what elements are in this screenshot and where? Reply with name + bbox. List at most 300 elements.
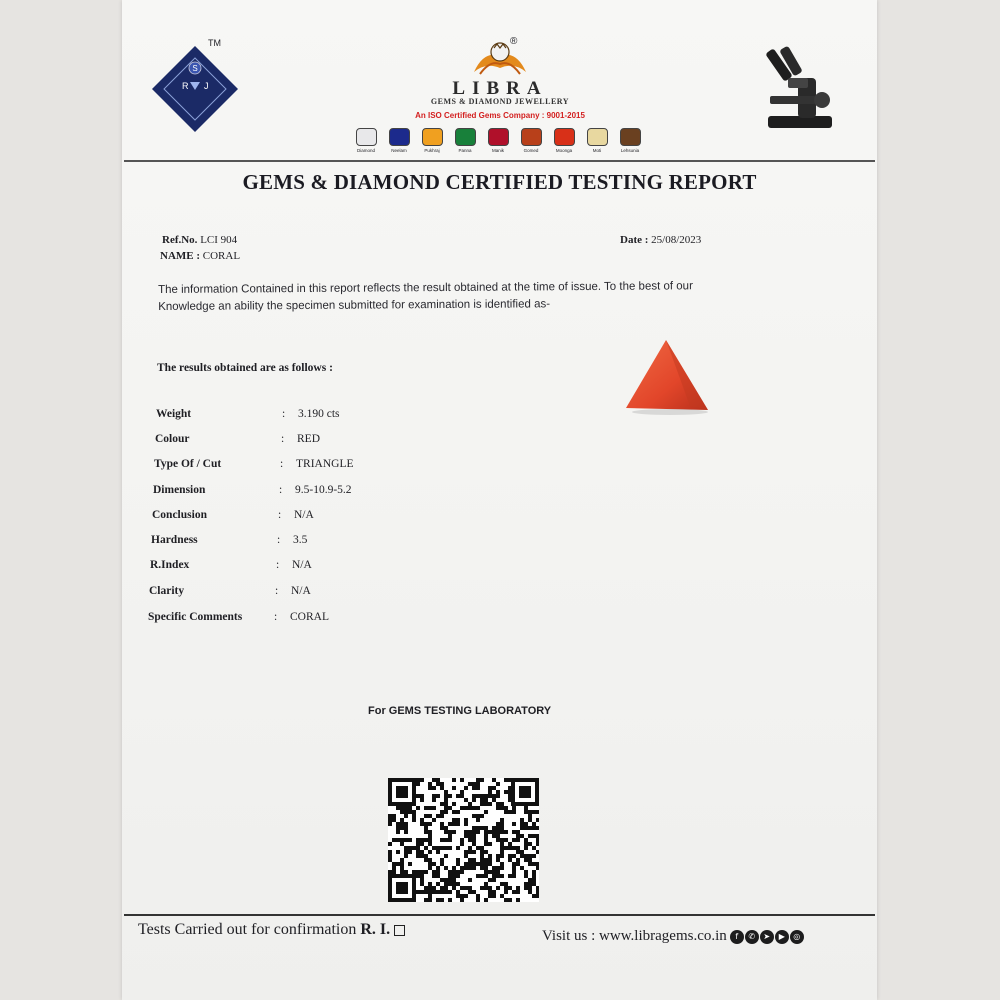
- qr-module: [436, 846, 440, 850]
- qr-module: [404, 870, 408, 874]
- qr-module: [484, 898, 488, 902]
- qr-module: [416, 846, 420, 850]
- qr-module: [492, 798, 496, 802]
- qr-module: [472, 842, 476, 846]
- qr-module: [468, 806, 472, 810]
- qr-module: [492, 866, 496, 870]
- qr-module: [472, 858, 476, 862]
- gem-swatch: [451, 128, 479, 160]
- qr-module: [536, 850, 539, 854]
- qr-module: [532, 846, 536, 850]
- qr-module: [516, 846, 520, 850]
- qr-module: [520, 854, 524, 858]
- qr-module: [396, 850, 400, 854]
- qr-module: [496, 802, 500, 806]
- spec-separator: :: [279, 484, 283, 496]
- qr-module: [532, 882, 536, 886]
- qr-module: [464, 822, 468, 826]
- qr-module: [444, 826, 448, 830]
- qr-module: [436, 814, 440, 818]
- qr-module: [396, 786, 408, 798]
- gem-swatch: [352, 128, 380, 160]
- qr-module: [504, 882, 508, 886]
- qr-module: [428, 782, 432, 786]
- qr-module: [464, 806, 468, 810]
- qr-module: [516, 850, 520, 854]
- qr-module: [388, 814, 392, 818]
- qr-module: [388, 854, 392, 858]
- qr-module: [420, 822, 424, 826]
- qr-module: [496, 866, 500, 870]
- spec-key: Specific Comments: [148, 611, 243, 623]
- qr-module: [420, 854, 424, 858]
- qr-module: [476, 826, 480, 830]
- gem-icon: [488, 128, 509, 146]
- qr-module: [392, 870, 396, 874]
- qr-module: [416, 874, 420, 878]
- intro-line-1: The information Contained in this report reflects the result obtained at the time of issue. To the best of our: [158, 280, 693, 296]
- qr-module: [472, 826, 476, 830]
- qr-module: [440, 810, 444, 814]
- qr-module: [496, 858, 500, 862]
- qr-module: [528, 862, 532, 866]
- qr-module: [464, 894, 468, 898]
- qr-module: [488, 862, 492, 866]
- qr-module: [536, 810, 539, 814]
- gem-icon: [356, 128, 377, 146]
- spec-value: 9.5-10.9-5.2: [295, 484, 352, 496]
- qr-module: [512, 822, 516, 826]
- qr-module: [532, 822, 536, 826]
- spec-key: Type Of / Cut: [154, 458, 222, 470]
- qr-module: [480, 854, 484, 858]
- intro-line-2: Knowledge an ability the specimen submitted for examination is identified as-: [158, 298, 551, 313]
- qr-module: [436, 898, 440, 902]
- qr-module: [524, 874, 528, 878]
- qr-module: [484, 882, 488, 886]
- qr-module: [404, 850, 408, 854]
- qr-module: [536, 862, 539, 866]
- gem-icon: [554, 128, 575, 146]
- qr-module: [424, 870, 428, 874]
- qr-module: [428, 890, 432, 894]
- qr-module: [480, 826, 484, 830]
- qr-module: [472, 786, 476, 790]
- qr-module: [520, 818, 524, 822]
- qr-module: [392, 862, 396, 866]
- qr-module: [412, 810, 416, 814]
- qr-module: [484, 886, 488, 890]
- qr-module: [388, 850, 392, 854]
- qr-module: [512, 846, 516, 850]
- qr-module: [416, 778, 420, 782]
- qr-module: [496, 826, 500, 830]
- qr-module: [448, 838, 452, 842]
- qr-module: [500, 818, 504, 822]
- qr-module: [396, 806, 400, 810]
- qr-module: [476, 814, 480, 818]
- gem-label: Moti: [592, 148, 602, 153]
- qr-module: [440, 862, 444, 866]
- qr-module: [448, 806, 452, 810]
- qr-module: [500, 866, 504, 870]
- qr-module: [516, 890, 520, 894]
- qr-module: [440, 858, 444, 862]
- qr-module: [400, 822, 404, 826]
- qr-module: [508, 846, 512, 850]
- qr-module: [532, 870, 536, 874]
- qr-module: [456, 810, 460, 814]
- qr-module: [524, 822, 528, 826]
- qr-module: [408, 850, 412, 854]
- qr-module: [452, 874, 456, 878]
- qr-module: [500, 850, 504, 854]
- qr-module: [480, 778, 484, 782]
- youtube-icon[interactable]: ▶: [775, 930, 789, 944]
- spec-key: Weight: [156, 408, 192, 420]
- qr-module: [432, 890, 436, 894]
- qr-module: [456, 846, 460, 850]
- qr-module: [408, 846, 412, 850]
- qr-module: [408, 810, 412, 814]
- qr-module: [396, 822, 400, 826]
- qr-module: [444, 838, 448, 842]
- qr-module: [488, 790, 492, 794]
- qr-module: [432, 886, 436, 890]
- qr-module: [428, 834, 432, 838]
- qr-module: [436, 778, 440, 782]
- name-label: NAME :: [160, 250, 201, 262]
- qr-module: [484, 858, 488, 862]
- gem-label: Diamond: [356, 148, 375, 153]
- gem-swatch: [418, 128, 446, 160]
- qr-module: [452, 778, 456, 782]
- qr-module: [424, 898, 428, 902]
- qr-module: [416, 854, 420, 858]
- spec-key: Conclusion: [152, 509, 207, 521]
- qr-module: [388, 858, 392, 862]
- qr-module: [400, 870, 404, 874]
- qr-module: [528, 890, 532, 894]
- qr-module: [516, 862, 520, 866]
- qr-module: [452, 870, 456, 874]
- gem-swatch: [583, 128, 611, 160]
- qr-module: [492, 894, 496, 898]
- qr-module: [440, 838, 444, 842]
- qr-module: [524, 810, 528, 814]
- specimen-name: [160, 250, 240, 262]
- qr-module: [444, 806, 448, 810]
- qr-module: [460, 806, 464, 810]
- qr-module: [536, 838, 539, 842]
- qr-module: [448, 882, 452, 886]
- qr-module: [432, 846, 436, 850]
- results-heading: The results obtained are as follows :: [157, 362, 333, 374]
- qr-module: [444, 846, 448, 850]
- spec-separator: :: [282, 408, 286, 420]
- qr-module: [460, 794, 464, 798]
- qr-module: [428, 786, 432, 790]
- qr-module: [460, 842, 464, 846]
- name-value: CORAL: [202, 250, 241, 262]
- qr-module: [496, 822, 500, 826]
- gem-label: Moonga: [555, 148, 573, 153]
- spec-separator: :: [278, 509, 282, 521]
- qr-module: [400, 842, 404, 846]
- qr-module: [420, 818, 424, 822]
- spec-key: Dimension: [153, 484, 206, 496]
- qr-module: [392, 866, 396, 870]
- report-date: [620, 234, 701, 246]
- qr-module: [508, 898, 512, 902]
- qr-module: [420, 870, 424, 874]
- qr-module: [424, 890, 428, 894]
- qr-module: [484, 842, 488, 846]
- qr-module: [452, 822, 456, 826]
- whatsapp-icon[interactable]: ✆: [745, 930, 759, 944]
- qr-module: [400, 826, 404, 830]
- qr-module: [456, 822, 460, 826]
- qr-module: [500, 874, 504, 878]
- qr-module: [484, 834, 488, 838]
- qr-module: [424, 830, 428, 834]
- qr-module: [468, 886, 472, 890]
- qr-module: [484, 862, 488, 866]
- qr-module: [488, 894, 492, 898]
- spec-value: CORAL: [290, 611, 329, 623]
- qr-module: [444, 794, 448, 798]
- qr-module: [388, 822, 392, 826]
- qr-module: [476, 782, 480, 786]
- website-link[interactable]: Visit us : www.libragems.co.in: [542, 928, 727, 944]
- qr-module: [432, 778, 436, 782]
- gem-label: Pukhraj: [424, 148, 440, 153]
- qr-module: [448, 898, 452, 902]
- qr-module: [512, 830, 516, 834]
- qr-module: [472, 814, 476, 818]
- gem-icon: [620, 128, 641, 146]
- qr-module: [480, 814, 484, 818]
- qr-module: [444, 830, 448, 834]
- gem-swatch: [517, 128, 545, 160]
- qr-module: [448, 794, 452, 798]
- qr-module: [520, 866, 524, 870]
- qr-module: [532, 862, 536, 866]
- qr-module: [508, 842, 512, 846]
- qr-module: [420, 882, 424, 886]
- qr-module: [412, 870, 416, 874]
- gem-swatch: [385, 128, 413, 160]
- qr-module: [532, 874, 536, 878]
- gemstone-strip: [352, 128, 644, 160]
- qr-module: [476, 806, 480, 810]
- qr-module: [448, 870, 452, 874]
- qr-module: [388, 842, 392, 846]
- qr-module: [480, 846, 484, 850]
- spec-value: 3.5: [293, 534, 308, 546]
- qr-module: [468, 846, 472, 850]
- qr-module: [440, 782, 444, 786]
- qr-module: [432, 794, 436, 798]
- qr-module: [528, 882, 532, 886]
- tests-text: Tests Carried out for confirmation: [138, 921, 357, 938]
- spec-key: Colour: [155, 433, 190, 445]
- qr-module: [436, 794, 440, 798]
- qr-module: [412, 846, 416, 850]
- qr-module: [496, 790, 500, 794]
- gem-icon: [587, 128, 608, 146]
- ref-label: Ref.No.: [162, 234, 198, 246]
- qr-module: [500, 846, 504, 850]
- qr-module: [420, 842, 424, 846]
- qr-module: [500, 826, 504, 830]
- qr-module: [472, 838, 476, 842]
- gem-label: Manik: [491, 148, 504, 153]
- qr-module: [476, 846, 480, 850]
- qr-module: [400, 818, 404, 822]
- qr-module: [484, 826, 488, 830]
- qr-module: [520, 850, 524, 854]
- qr-module: [480, 874, 484, 878]
- qr-module: [528, 834, 532, 838]
- qr-module: [456, 890, 460, 894]
- qr-module: [500, 802, 504, 806]
- qr-module: [424, 838, 428, 842]
- qr-module: [492, 830, 496, 834]
- qr-module: [448, 878, 452, 882]
- spec-value: N/A: [294, 509, 314, 521]
- qr-module: [492, 890, 496, 894]
- qr-module: [528, 858, 532, 862]
- qr-module: [496, 794, 500, 798]
- facebook-icon[interactable]: f: [730, 930, 744, 944]
- qr-module: [504, 790, 508, 794]
- qr-module: [468, 802, 472, 806]
- qr-module: [472, 850, 476, 854]
- qr-module: [424, 814, 428, 818]
- spec-value: N/A: [292, 559, 312, 571]
- qr-module: [428, 894, 432, 898]
- qr-module: [484, 850, 488, 854]
- qr-module: [428, 898, 432, 902]
- qr-module: [392, 818, 396, 822]
- qr-module: [532, 894, 536, 898]
- telegram-icon[interactable]: ➤: [760, 930, 774, 944]
- qr-module: [500, 806, 504, 810]
- qr-module: [468, 890, 472, 894]
- qr-module: [436, 890, 440, 894]
- qr-module: [448, 830, 452, 834]
- qr-module: [420, 778, 424, 782]
- qr-module: [404, 846, 408, 850]
- qr-module: [488, 886, 492, 890]
- qr-module: [496, 838, 500, 842]
- qr-module: [520, 822, 524, 826]
- qr-module: [396, 826, 400, 830]
- qr-module: [460, 866, 464, 870]
- qr-module: [408, 862, 412, 866]
- qr-module: [504, 890, 508, 894]
- qr-module: [488, 890, 492, 894]
- qr-module: [528, 878, 532, 882]
- gem-label: Lehsunia: [620, 148, 640, 153]
- qr-module: [528, 854, 532, 858]
- qr-module: [492, 826, 496, 830]
- qr-module: [448, 846, 452, 850]
- qr-module: [436, 866, 440, 870]
- qr-module: [492, 834, 496, 838]
- qr-module: [516, 858, 520, 862]
- qr-module: [428, 862, 432, 866]
- qr-module: [504, 778, 508, 782]
- qr-module: [532, 810, 536, 814]
- qr-module: [516, 886, 520, 890]
- report-title: GEMS & DIAMOND CERTIFIED TESTING REPORT: [242, 170, 757, 194]
- qr-module: [420, 850, 424, 854]
- qr-module: [472, 890, 476, 894]
- qr-module: [472, 782, 476, 786]
- qr-module: [396, 830, 400, 834]
- qr-module: [400, 858, 404, 862]
- gem-swatch: [550, 128, 578, 160]
- qr-module: [452, 882, 456, 886]
- qr-module: [404, 810, 408, 814]
- qr-module: [468, 830, 472, 834]
- qr-module: [420, 878, 424, 882]
- qr-module: [528, 814, 532, 818]
- qr-module: [536, 886, 539, 890]
- qr-module: [448, 890, 452, 894]
- qr-module: [416, 870, 420, 874]
- qr-module: [472, 798, 476, 802]
- qr-module: [412, 818, 416, 822]
- qr-module: [492, 874, 496, 878]
- qr-module: [420, 890, 424, 894]
- qr-module: [420, 874, 424, 878]
- qr-module: [536, 842, 539, 846]
- qr-module: [416, 842, 420, 846]
- qr-module: [516, 830, 520, 834]
- qr-module: [420, 838, 424, 842]
- qr-module: [524, 826, 528, 830]
- qr-module: [400, 810, 404, 814]
- qr-module: [404, 830, 408, 834]
- instagram-icon[interactable]: ◎: [790, 930, 804, 944]
- qr-module: [472, 862, 476, 866]
- qr-module: [484, 838, 488, 842]
- qr-module: [488, 858, 492, 862]
- qr-module: [448, 822, 452, 826]
- qr-module: [416, 806, 420, 810]
- qr-module: [404, 854, 408, 858]
- spec-separator: :: [276, 559, 280, 571]
- qr-module: [536, 826, 539, 830]
- qr-module: [436, 870, 440, 874]
- qr-module: [484, 870, 488, 874]
- qr-module: [528, 826, 532, 830]
- qr-module: [468, 866, 472, 870]
- reference-number: [162, 234, 237, 246]
- qr-module: [524, 858, 528, 862]
- qr-module: [444, 866, 448, 870]
- qr-module: [468, 858, 472, 862]
- qr-code[interactable]: [388, 778, 539, 902]
- svg-text:J: J: [204, 81, 209, 91]
- qr-module: [428, 858, 432, 862]
- qr-module: [440, 886, 444, 890]
- qr-module: [452, 878, 456, 882]
- qr-module: [468, 850, 472, 854]
